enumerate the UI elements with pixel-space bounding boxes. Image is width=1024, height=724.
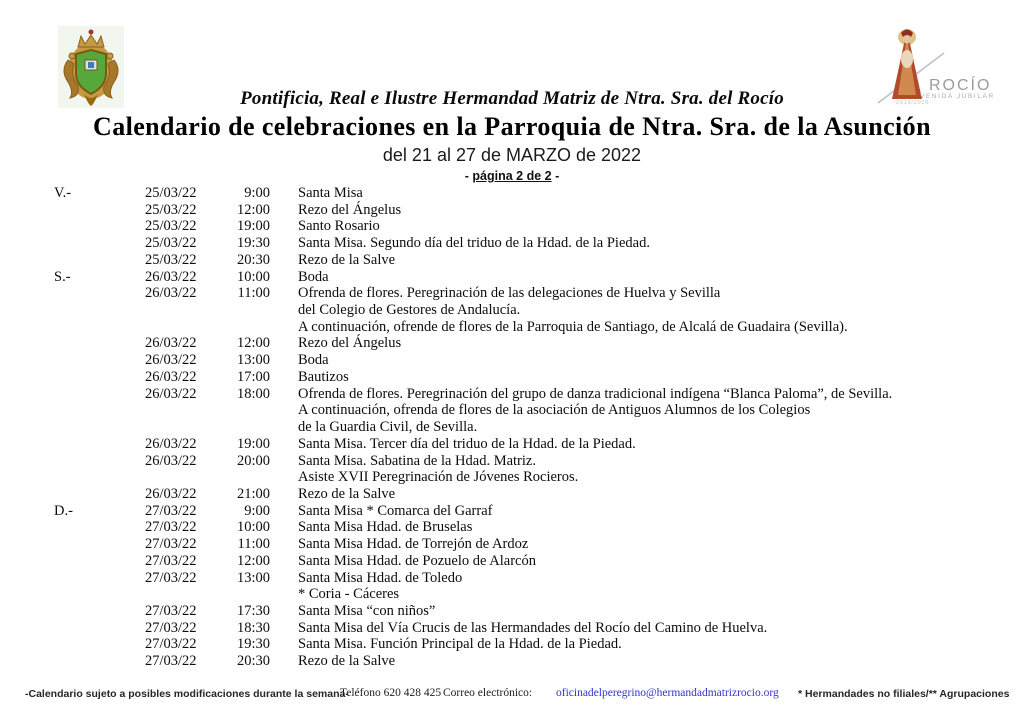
event-description: de la Guardia Civil, de Sevilla.: [298, 419, 478, 436]
day-label: [54, 285, 145, 302]
page-indicator-prefix: -: [464, 169, 473, 183]
day-label: [54, 636, 145, 653]
event-date: 27/03/22: [145, 636, 197, 653]
day-label: [54, 553, 145, 570]
day-label: [54, 586, 145, 603]
events-table: [0, 185, 1024, 670]
day-label: [54, 302, 145, 319]
logo-text-years: 2019/2020: [896, 100, 930, 106]
table-row: [0, 185, 1024, 202]
event-date: 25/03/22: [145, 251, 197, 268]
table-row: [0, 519, 1024, 536]
event-description: Rezo de la Salve: [298, 485, 396, 502]
table-row: [0, 486, 1024, 503]
event-date: [145, 402, 210, 419]
event-date: 27/03/22: [145, 569, 197, 586]
event-description: Santa Misa. Segundo día del triduo de la Hdad. de la Piedad.: [298, 235, 650, 252]
table-row: [0, 620, 1024, 637]
event-time: [210, 402, 270, 419]
page-title: Calendario de celebraciones en la Parroquia de Ntra. Sra. de la Asunción: [93, 112, 931, 141]
event-date: 25/03/22: [145, 235, 197, 252]
table-row: [0, 285, 1024, 302]
event-time: [210, 319, 270, 336]
day-label: [54, 570, 145, 587]
event-description: A continuación, ofrende de flores de la Parroquia de Santiago, de Alcalá de Guadaira (Sevilla).: [298, 318, 848, 335]
day-label: [54, 319, 145, 336]
day-label: [54, 386, 145, 403]
event-time: 19:00: [236, 218, 270, 235]
event-time: 13:00: [236, 352, 270, 369]
table-row: [0, 570, 1024, 587]
event-date: 27/03/22: [145, 502, 197, 519]
event-time: 20:30: [236, 251, 270, 268]
table-row: [0, 469, 1024, 486]
table-row: [0, 603, 1024, 620]
event-time: [210, 469, 270, 486]
footer-email-link[interactable]: oficinadelperegrino@hermandadmatrizrocio.org: [556, 687, 779, 699]
event-date: 26/03/22: [145, 452, 197, 469]
table-row: [0, 453, 1024, 470]
event-time: 19:30: [236, 636, 270, 653]
page-indicator-suffix: -: [551, 169, 560, 183]
event-description: del Colegio de Gestores de Andalucía.: [298, 302, 521, 319]
day-label: [54, 369, 145, 386]
day-label: [54, 202, 145, 219]
day-label: [54, 419, 145, 436]
event-description: Rezo del Ángelus: [298, 335, 402, 352]
event-description: Ofrenda de flores. Peregrinación del grupo de danza tradicional indígena “Blanca Paloma”, de Sevilla.: [298, 385, 893, 402]
event-description: * Coria - Cáceres: [298, 586, 400, 603]
day-label: [54, 519, 145, 536]
event-description: Rezo del Ángelus: [298, 201, 402, 218]
table-row: [0, 536, 1024, 553]
page-indicator-label: página 2 de 2: [472, 169, 552, 183]
event-description: Rezo de la Salve: [298, 251, 396, 268]
event-time: 19:30: [236, 235, 270, 252]
organization-title: Pontificia, Real e Ilustre Hermandad Matriz de Ntra. Sra. del Rocío: [240, 88, 784, 109]
event-description: Santa Misa. Tercer día del triduo de la Hdad. de la Piedad.: [298, 435, 636, 452]
event-date: 26/03/22: [145, 385, 197, 402]
event-date: [145, 319, 210, 336]
event-time: 18:30: [236, 619, 270, 636]
event-description: Ofrenda de flores. Peregrinación de las delegaciones de Huelva y Sevilla: [298, 285, 721, 302]
event-description: Santa Misa Hdad. de Torrejón de Ardoz: [298, 536, 529, 553]
event-time: 19:00: [236, 435, 270, 452]
event-time: 20:00: [236, 452, 270, 469]
event-time: 18:00: [236, 385, 270, 402]
table-row: [0, 553, 1024, 570]
event-description: Santa Misa Hdad. de Toledo: [298, 569, 463, 586]
day-label: V.-: [54, 185, 72, 201]
event-time: 9:00: [244, 502, 270, 519]
event-description: Boda: [298, 352, 329, 369]
event-date: 26/03/22: [145, 268, 197, 285]
event-time: 20:30: [236, 653, 270, 670]
table-row: [0, 419, 1024, 436]
table-row: [0, 369, 1024, 386]
day-label: [54, 352, 145, 369]
table-row: [0, 586, 1024, 603]
table-row: [0, 218, 1024, 235]
footer-email-label: Correo electrónico:: [443, 687, 533, 699]
event-date: 26/03/22: [145, 435, 197, 452]
event-description: Santa Misa. Función Principal de la Hdad. de la Piedad.: [298, 636, 622, 653]
footer-phone: Teléfono 620 428 425: [340, 687, 442, 699]
table-row: [0, 319, 1024, 336]
event-time: 21:00: [236, 485, 270, 502]
event-date: 27/03/22: [145, 619, 197, 636]
event-date: [145, 419, 210, 436]
table-row: [0, 335, 1024, 352]
event-date: [145, 586, 210, 603]
event-date: [145, 302, 210, 319]
event-description: Santa Misa Hdad. de Pozuelo de Alarcón: [298, 552, 536, 569]
day-label: [54, 453, 145, 470]
event-time: 13:00: [236, 569, 270, 586]
event-date: 27/03/22: [145, 519, 197, 536]
event-description: A continuación, ofrenda de flores de la asociación de Antiguos Alumnos de los Colegios: [298, 402, 811, 419]
page-indicator: [0, 169, 1024, 183]
event-description: Santa Misa. Sabatina de la Hdad. Matriz.: [298, 452, 536, 469]
event-time: [210, 302, 270, 319]
table-row: [0, 202, 1024, 219]
table-row: [0, 252, 1024, 269]
table-row: [0, 636, 1024, 653]
day-label: [54, 252, 145, 269]
event-date: 27/03/22: [145, 552, 197, 569]
footer-legend: * Hermandades no filiales/** Agrupaciones: [798, 688, 1010, 700]
logo-text-venida-jubilar: VENIDA JUBILAR: [920, 93, 995, 100]
day-label: [54, 536, 145, 553]
table-row: [0, 269, 1024, 286]
date-range-subtitle: del 21 al 27 de MARZO de 2022: [382, 145, 642, 165]
event-date: 26/03/22: [145, 335, 197, 352]
table-row: [0, 302, 1024, 319]
table-row: [0, 436, 1024, 453]
event-description: Santa Misa Hdad. de Bruselas: [298, 519, 473, 536]
event-time: 11:00: [237, 285, 270, 302]
day-label: D.-: [54, 502, 73, 519]
event-time: [210, 419, 270, 436]
table-row: [0, 235, 1024, 252]
event-time: 10:00: [236, 519, 270, 536]
day-label: [54, 335, 145, 352]
event-description: Santa Misa “con niños”: [298, 602, 436, 619]
event-description: Santo Rosario: [298, 218, 380, 235]
event-description: Boda: [298, 268, 329, 285]
table-row: [0, 352, 1024, 369]
event-time: 9:00: [244, 185, 270, 201]
event-time: 12:00: [236, 335, 270, 352]
event-date: 26/03/22: [145, 285, 197, 302]
table-row: [0, 386, 1024, 403]
event-description: Santa Misa * Comarca del Garraf: [298, 502, 493, 519]
day-label: [54, 603, 145, 620]
event-date: 27/03/22: [145, 602, 197, 619]
logo-text-rocio: ROCÍO: [929, 77, 992, 94]
event-time: 11:00: [237, 536, 270, 553]
event-date: 26/03/22: [145, 368, 197, 385]
day-label: [54, 218, 145, 235]
event-description: Asiste XVII Peregrinación de Jóvenes Rocieros.: [298, 469, 579, 486]
day-label: [54, 620, 145, 637]
day-label: [54, 469, 145, 486]
event-description: Rezo de la Salve: [298, 653, 396, 670]
day-label: [54, 402, 145, 419]
event-time: 12:00: [236, 201, 270, 218]
event-date: 26/03/22: [145, 352, 197, 369]
day-label: [54, 486, 145, 503]
table-row: [0, 503, 1024, 520]
day-label: [54, 235, 145, 252]
event-description: Santa Misa del Vía Crucis de las Hermandades del Rocío del Camino de Huelva.: [298, 619, 768, 636]
day-label: S.-: [54, 268, 71, 285]
day-label: [54, 653, 145, 670]
event-date: 25/03/22: [145, 218, 197, 235]
event-date: 27/03/22: [145, 536, 197, 553]
event-date: 25/03/22: [145, 185, 197, 201]
event-description: Santa Misa: [298, 185, 363, 201]
event-date: 26/03/22: [145, 485, 197, 502]
event-time: [210, 586, 270, 603]
event-time: 10:00: [236, 268, 270, 285]
table-row: [0, 653, 1024, 670]
event-date: [145, 469, 210, 486]
table-row: [0, 402, 1024, 419]
footer: [0, 686, 1024, 706]
event-description: Bautizos: [298, 368, 349, 385]
event-time: 12:00: [236, 552, 270, 569]
event-time: 17:00: [236, 368, 270, 385]
footer-note: -Calendario sujeto a posibles modificaciones durante la semana-: [25, 688, 349, 700]
event-date: 27/03/22: [145, 653, 197, 670]
event-date: 25/03/22: [145, 201, 197, 218]
event-time: 17:30: [236, 602, 270, 619]
day-label: [54, 436, 145, 453]
